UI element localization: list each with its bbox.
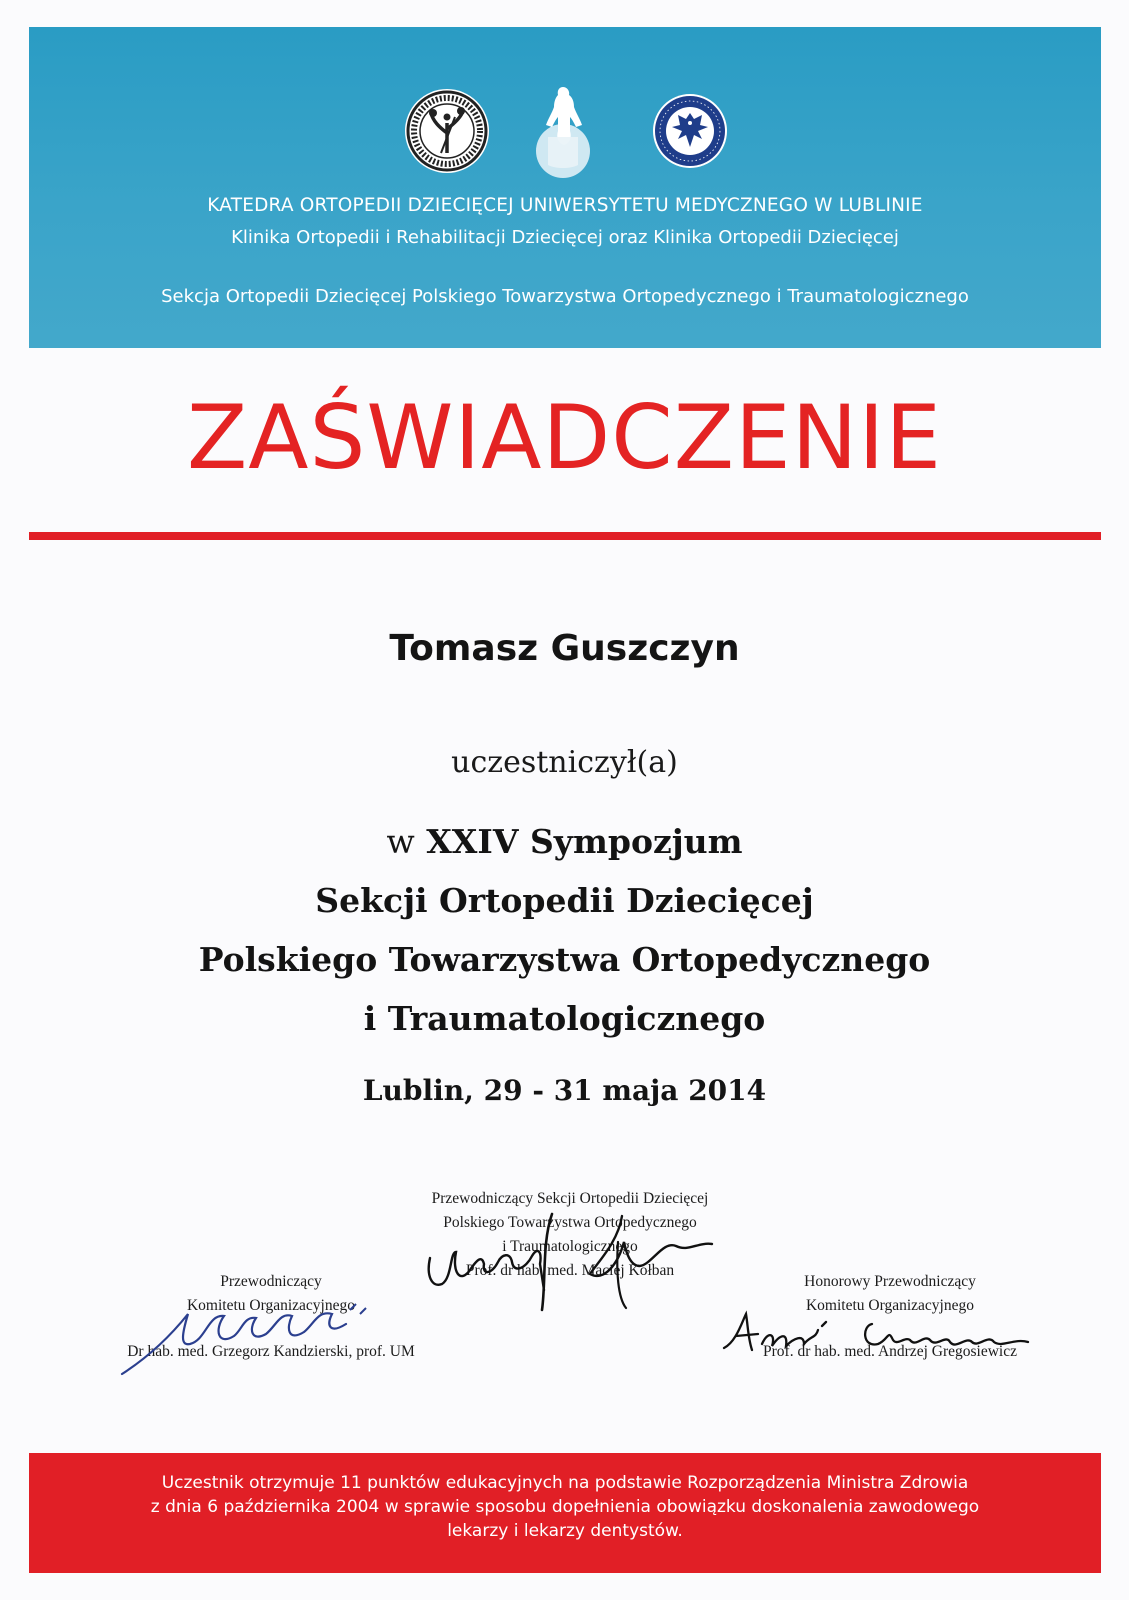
section-name: Sekcja Ortopedii Dziecięcej Polskiego Towarzystwa Ortopedycznego i Traumatologicznego [161,286,969,307]
footer-line-1: Uczestnik otrzymuje 11 punktów edukacyjnych na podstawie Rozporządzenia Ministra Zdrowia [161,1473,969,1493]
signatory-center-role-2: Polskiego Towarzystwa Ortopedycznego [443,1214,697,1231]
signatory-left-role-2: Komitetu Organizacyjnego [186,1297,355,1314]
footer-band [29,1453,1101,1573]
signatory-left [96,1270,446,1364]
event-line-2: Sekcji Ortopedii Dziecięcej [315,881,814,920]
header-band [29,27,1101,348]
signatory-right-name: Prof. dr hab. med. Andrzej Gregosiewicz [763,1343,1017,1360]
child-figure-logo-icon [530,79,596,179]
event-line-4: i Traumatologicznego [363,999,766,1038]
certificate-title: ZAŚWIADCZENIE [187,386,942,489]
orthopedics-society-seal-icon [403,87,491,175]
event-line-1 [0,812,1129,871]
participation-statement: uczestniczył(a) [451,745,678,780]
signatory-right-role-1: Honorowy Przewodniczący [804,1273,976,1290]
signatory-left-role-1: Przewodniczący [220,1273,322,1290]
signatory-center-name: Prof. dr hab. med. Maciej Kołban [465,1262,675,1279]
signatory-left-name: Dr hab. med. Grzegorz Kandzierski, prof. UM [127,1343,415,1360]
recipient-name: Tomasz Guszczyn [389,628,740,669]
signatory-center [400,1187,740,1283]
signatory-center-role-1: Przewodniczący Sekcji Ortopedii Dziecięcej [431,1190,709,1207]
footer-line-3: lekarzy i lekarzy dentystów. [447,1521,683,1541]
event-line-3: Polskiego Towarzystwa Ortopedycznego [198,940,931,979]
education-points-note [29,1471,1101,1543]
event-prefix: w [386,822,415,861]
footer-line-2: z dnia 6 października 2004 w sprawie sposobu dopełnienia obowiązku doskonalenia zawodowego [150,1497,980,1517]
title-divider [29,532,1101,540]
clinics-name: Klinika Ortopedii i Rehabilitacji Dziecięcej oraz Klinika Ortopedii Dziecięcej [231,227,899,248]
event-symposium: XXIV Sympozjum [426,822,743,861]
signatory-right-role-2: Komitetu Organizacyjnego [805,1297,974,1314]
place-and-date: Lublin, 29 - 31 maja 2014 [362,1074,767,1107]
event-description [0,812,1129,1048]
medical-university-lublin-seal-icon [652,93,728,169]
signatory-center-role-3: i Traumatologicznego [502,1238,638,1255]
department-name: KATEDRA ORTOPEDII DZIECIĘCEJ UNIWERSYTETU MEDYCZNEGO W LUBLINIE [207,195,923,216]
signatory-right [720,1270,1060,1364]
